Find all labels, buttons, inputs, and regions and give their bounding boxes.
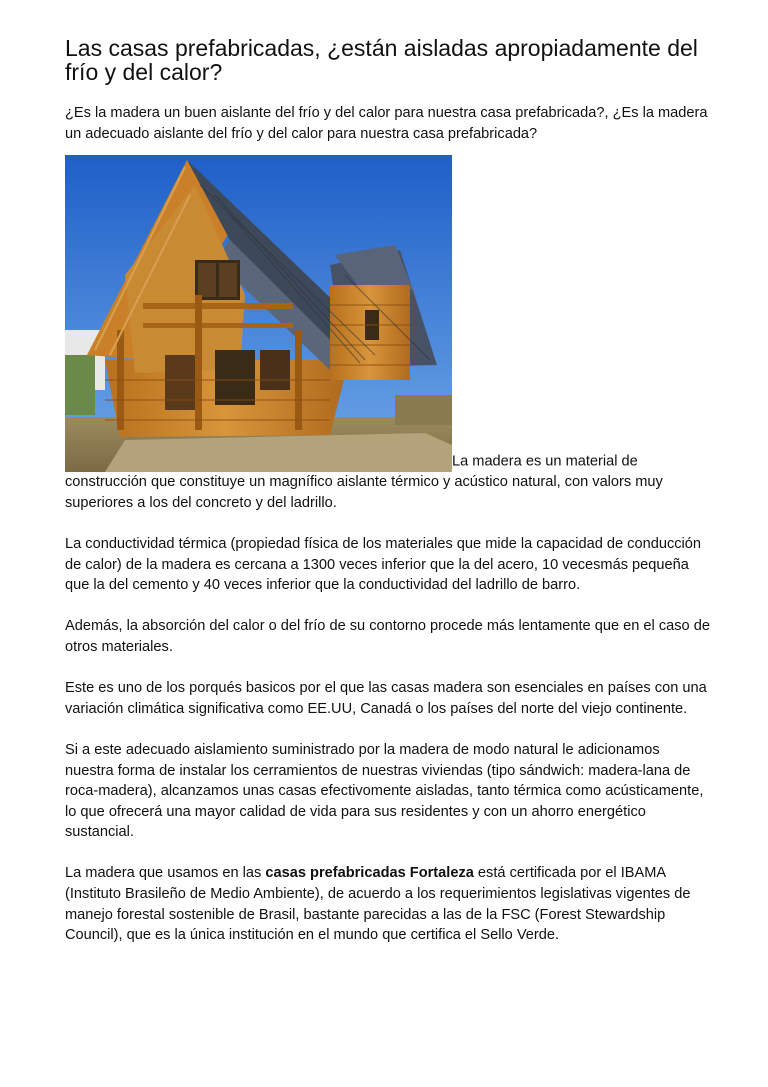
certificacion-text-after: está certificada por el IBAMA (Instituto Brasileño de Medio Ambiente), de acuerdo a los requerimientos legislativas vigentes de manejo forestal sostenible de Brasil, bastante parecidas a las de la FSC (Forest Stewardship Council), que es la única institución en el mundo que certifica el Sello Verde. [65, 865, 691, 944]
paragraph-absorcion: Además, la absorción del calor o del frío de su contorno procede más lentamente que en el caso de otros materiales. [65, 618, 710, 655]
paragraph-aislamiento: Si a este adecuado aislamiento suministrado por la madera de modo natural le adicionamos nuestra forma de instalar los cerramientos de nuestras viviendas (tipo sándwich: madera-lana de roca-madera), alcanzamos unas casas efectivomente aisladas, tanto térmica como acústicamente, lo que ofrecerá una mayor calidad de vida para sus residentes y con un ahorro energético sustancial. [65, 741, 704, 841]
page-title: Las casas prefabricadas, ¿están aisladas apropiadamente del frío y del calor? [65, 35, 698, 85]
wooden-house-image [65, 155, 452, 472]
document-page [65, 36, 710, 946]
paragraph-conductividad: La conductividad térmica (propiedad física de los materiales que mide la capacidad de conducción de calor) de la madera es cercana a 1300 veces inferior que la del acero, 10 vecesmás pequeña que la del cemento y 40 veces inferior que la conductividad del ladrillo de barro. [65, 535, 702, 594]
paragraph-certificacion [65, 863, 710, 945]
brand-link-text: casas prefabricadas Fortaleza [265, 865, 474, 882]
image-paragraph [65, 155, 710, 513]
intro-paragraph: ¿Es la madera un buen aislante del frío y del calor para nuestra casa prefabricada?, ¿Es la madera un adecuado aislante del frío y del calor para nuestra casa prefabricada? [65, 105, 708, 142]
paragraph-paises: Este es uno de los porqués basicos por el que las casas madera son esenciales en países con una variación climática significativa como EE.UU, Canadá o los países del norte del viejo continente. [65, 680, 707, 717]
certificacion-text-before: La madera que usamos en las [65, 865, 266, 882]
image-caption-text: La madera es un material de construcción que constituye un magnífico aislante térmico y acústico natural, con valors muy superiores a los del concreto y del ladrillo. [65, 453, 663, 511]
